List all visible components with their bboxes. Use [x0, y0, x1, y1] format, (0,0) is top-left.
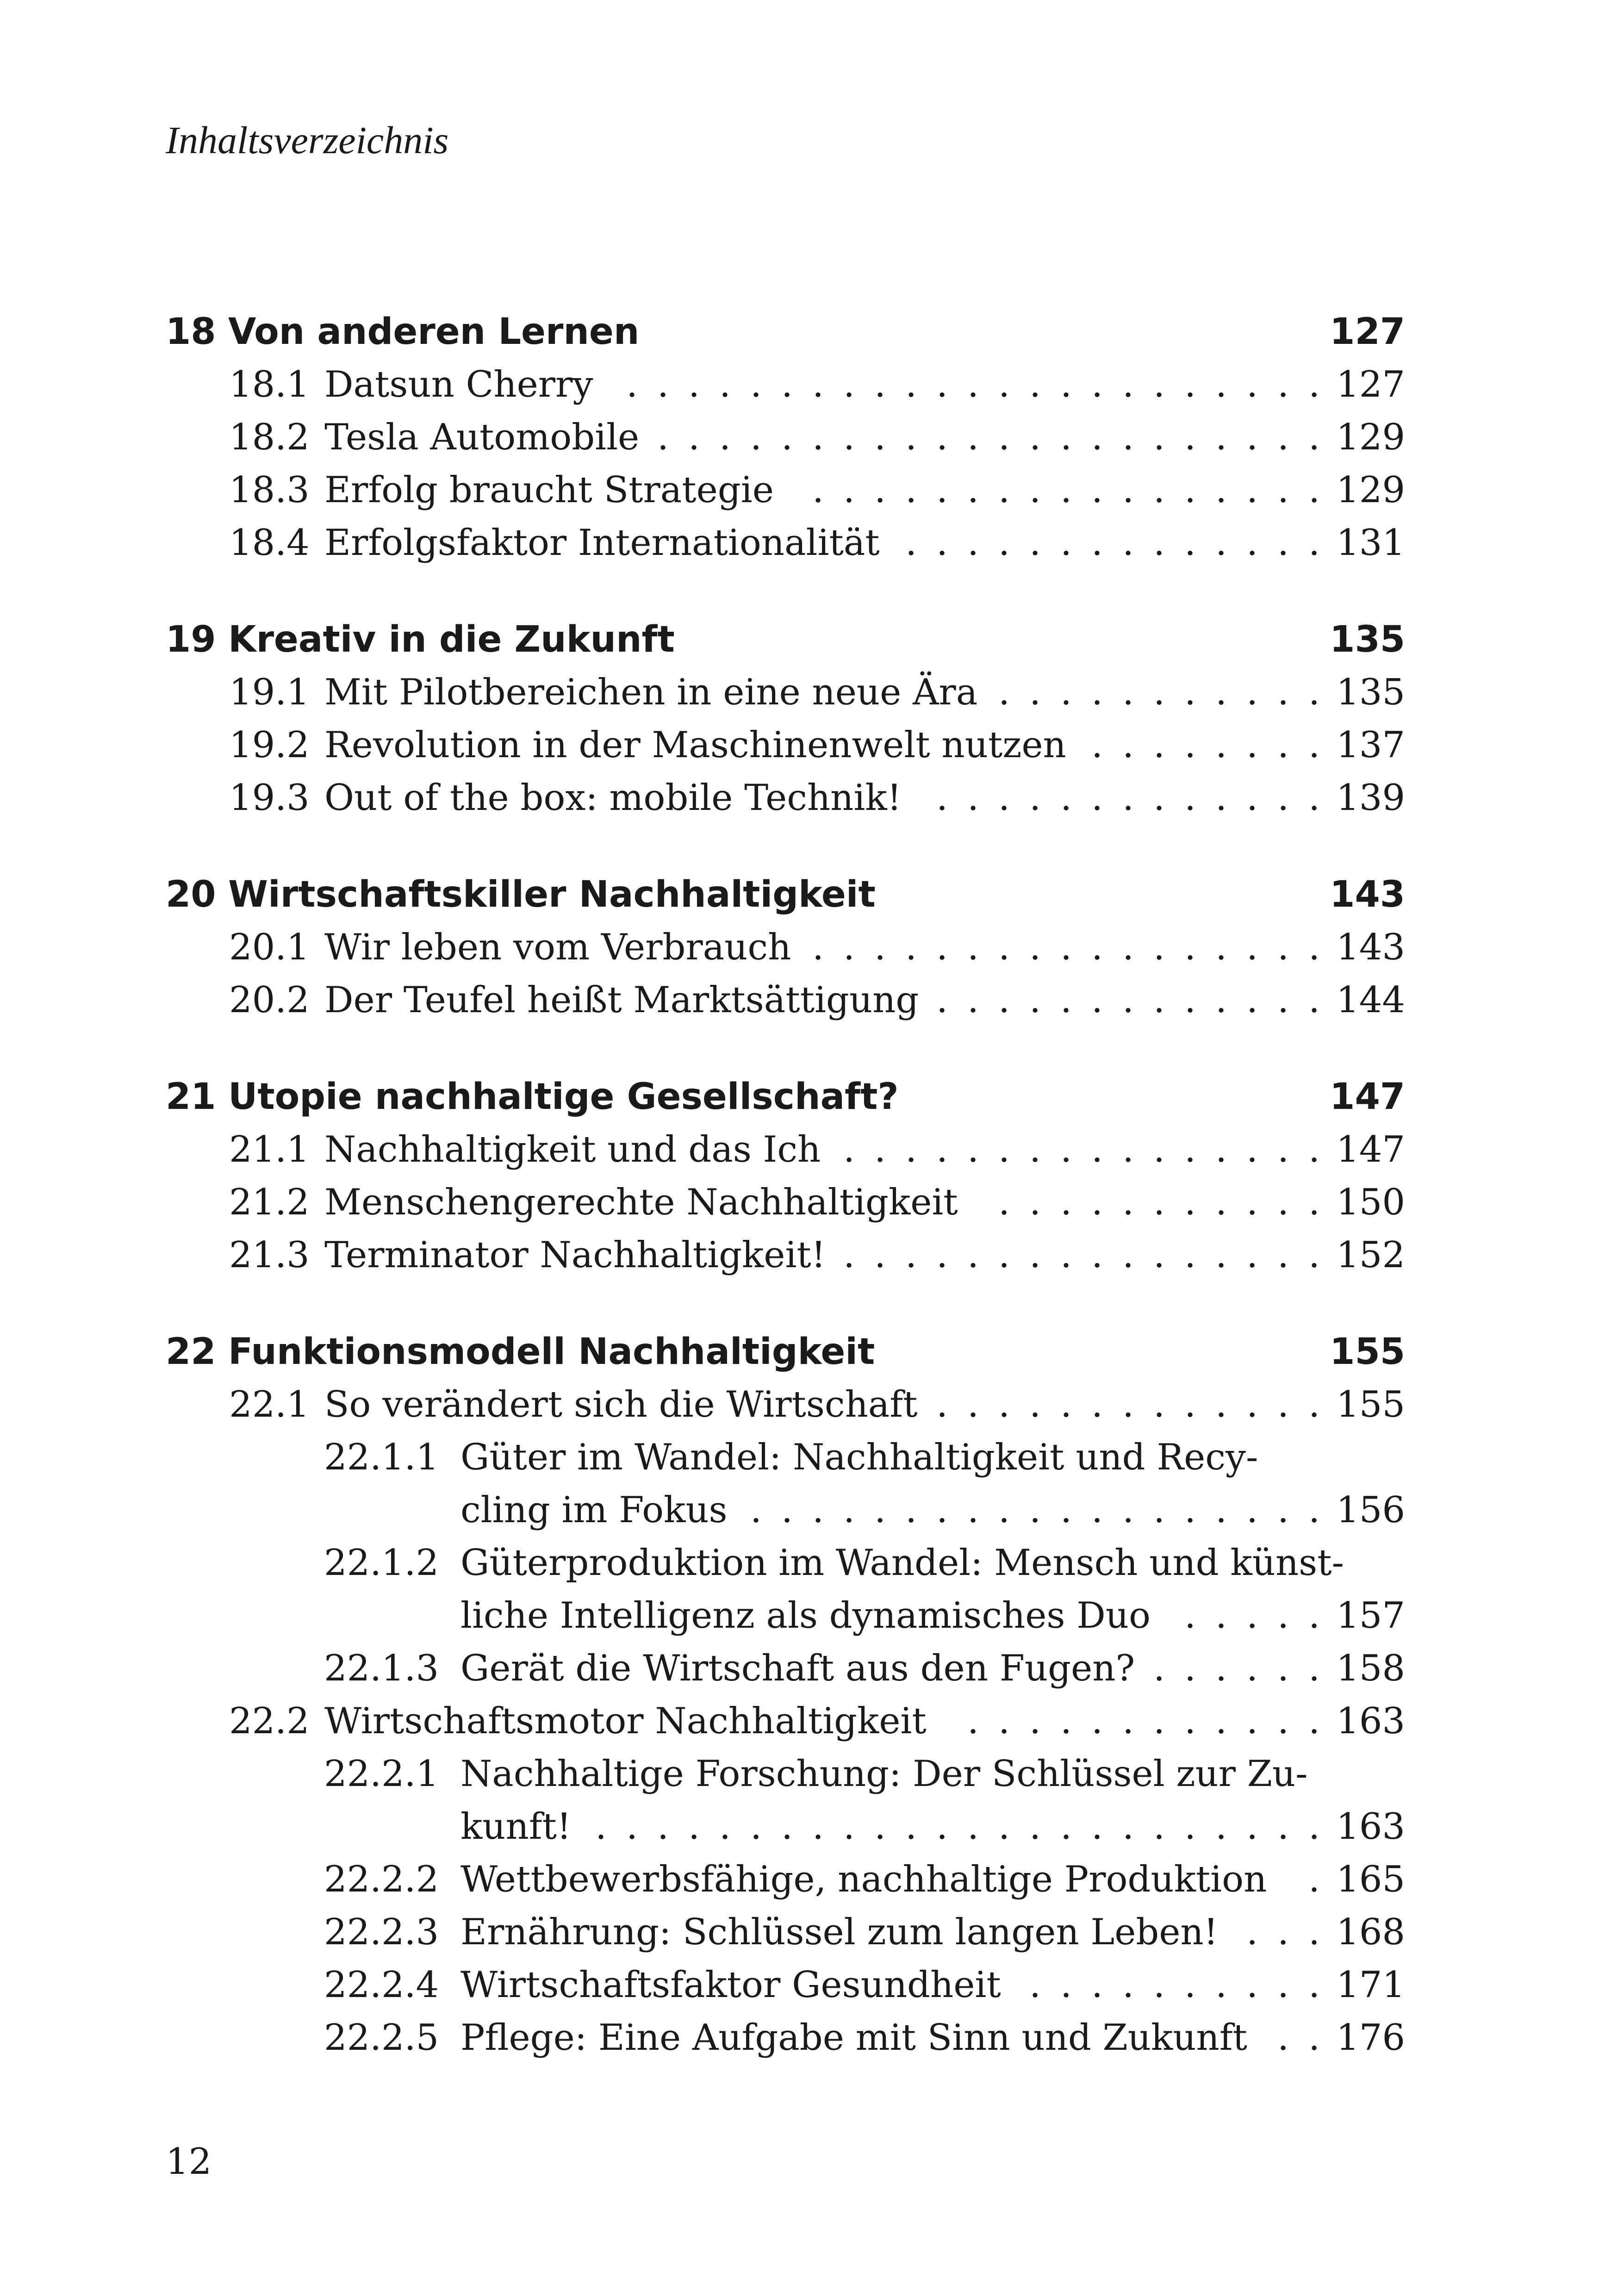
toc-subsection [324, 1907, 1405, 1958]
dot-leader: . . . . . . . . . . . . . . . . . . . [750, 1489, 1320, 1531]
toc-title: Funktionsmodell Nachhaltigkeit [228, 1331, 875, 1373]
toc-page: 158 [1336, 1648, 1405, 1689]
toc-page: 150 [1336, 1182, 1405, 1223]
toc-title: Nachhaltigkeit und das Ich [324, 1129, 821, 1170]
toc-number: 22.1.1 [324, 1437, 439, 1478]
toc-section [229, 1379, 1405, 1430]
toc-page: 176 [1336, 2017, 1405, 2059]
dot-leader: . . . . . . . . . . . . . . . . . . . . . . [657, 417, 1320, 458]
toc-subsection [324, 2012, 1405, 2063]
toc-chapter [166, 306, 1405, 357]
toc-section [229, 1230, 1405, 1281]
toc-section [229, 517, 1405, 568]
toc-section [229, 1177, 1405, 1228]
toc-number: 18.1 [229, 364, 310, 405]
dot-leader: . [1308, 1859, 1320, 1900]
toc-page: 156 [1336, 1489, 1405, 1531]
toc-title: Güter im Wandel: Nachhaltigkeit und Recy- [461, 1437, 1258, 1478]
dot-leader: . . . . . . . . . . . . . [936, 1384, 1320, 1425]
toc-number: 22.2 [229, 1700, 310, 1742]
toc-number: 22.1.2 [324, 1542, 439, 1584]
toc-page: 155 [1336, 1384, 1405, 1425]
toc-title: Terminator Nachhaltigkeit! [324, 1234, 826, 1276]
dot-leader: . . . . . . . . [1091, 724, 1320, 766]
dot-leader: . . . . . . . . . . . . . . . . . [812, 927, 1320, 968]
toc-page: 143 [1336, 927, 1405, 968]
toc-page: 127 [1336, 364, 1405, 405]
toc-title: So verändert sich die Wirtschaft [324, 1384, 918, 1425]
toc-title: Utopie nachhaltige Gesellschaft? [228, 1076, 899, 1118]
dot-leader: . . . . . . . . . . . . . . . . . . . . . . . . [595, 1806, 1320, 1848]
dot-leader: . . . . . . . . . . [1029, 1964, 1320, 2006]
toc-number: 22.1 [229, 1384, 310, 1425]
toc-page: 163 [1336, 1700, 1405, 1742]
toc-number: 19.3 [229, 777, 310, 819]
toc-number: 20 [166, 874, 216, 915]
toc-title: Erfolg braucht Strategie [324, 469, 774, 511]
dot-leader: . . . . . . . . . . . . . . . . . . . . . . . [626, 364, 1320, 405]
dot-leader: . . . . . . . . . . . . . . . . [843, 1129, 1320, 1170]
dot-leader: . . [1277, 2017, 1320, 2059]
toc-title: Güterproduktion im Wandel: Mensch und künst- [461, 1542, 1344, 1584]
toc-number: 22.2.4 [324, 1964, 439, 2006]
toc-title: Wirtschaftsmotor Nachhaltigkeit [324, 1700, 927, 1742]
toc-title: Revolution in der Maschinenwelt nutzen [324, 724, 1066, 766]
toc-number: 22.2.3 [324, 1911, 439, 1953]
toc-title: Wirtschaftsfaktor Gesundheit [461, 1964, 1001, 2006]
toc-section [229, 1696, 1405, 1747]
toc-page: 157 [1336, 1595, 1405, 1636]
toc-page: 127 [1330, 311, 1405, 353]
toc-number: 19.2 [229, 724, 310, 766]
toc-page: 129 [1336, 469, 1405, 511]
toc-subsection [324, 1854, 1405, 1905]
toc-chapter [166, 1326, 1405, 1377]
dot-leader: . . . . . . . . . . . . [967, 1700, 1320, 1742]
toc-page: 152 [1336, 1234, 1405, 1276]
toc-title: Nachhaltige Forschung: Der Schlüssel zur Zu- [461, 1753, 1308, 1795]
toc-title: Erfolgsfaktor Internationalität [324, 522, 880, 564]
toc-subsection [324, 1485, 1405, 1536]
toc-page: 168 [1336, 1911, 1405, 1953]
toc-title: cling im Fokus [461, 1489, 728, 1531]
toc-number: 19 [166, 619, 216, 660]
toc-section [229, 922, 1405, 973]
toc-number: 22.1.3 [324, 1648, 439, 1689]
toc-title: Wir leben vom Verbrauch [324, 927, 791, 968]
toc-section [229, 772, 1405, 823]
toc-number: 21.2 [229, 1182, 310, 1223]
toc-title: Out of the box: mobile Technik! [324, 777, 902, 819]
dot-leader: . . . [1246, 1911, 1320, 1953]
toc-section [229, 359, 1405, 410]
dot-leader: . . . . . . . . . . . . . . . . [843, 1234, 1320, 1276]
dot-leader: . . . . . . . . . . . [998, 672, 1320, 713]
toc-title: Menschengerechte Nachhaltigkeit [324, 1182, 958, 1223]
toc-page: 143 [1330, 874, 1405, 915]
toc-page: 135 [1330, 619, 1405, 660]
dot-leader: . . . . . . . . . . . . . [936, 979, 1320, 1021]
dot-leader: . . . . . . . . . . . . . . . . . [812, 469, 1320, 511]
toc-number: 18.3 [229, 469, 310, 511]
toc-subsection [324, 1960, 1405, 2010]
toc-number: 21.3 [229, 1234, 310, 1276]
toc-page: 137 [1336, 724, 1405, 766]
toc-page: 147 [1336, 1129, 1405, 1170]
toc-subsection [324, 1537, 1405, 1588]
toc-number: 18 [166, 311, 216, 353]
toc-title: Datsun Cherry [324, 364, 593, 405]
toc-title: Gerät die Wirtschaft aus den Fugen? [461, 1648, 1135, 1689]
toc-section [229, 975, 1405, 1026]
page-number: 12 [166, 2141, 212, 2183]
toc-subsection [324, 1432, 1405, 1483]
toc-title: Pflege: Eine Aufgabe mit Sinn und Zukunft [461, 2017, 1247, 2059]
toc-chapter [166, 614, 1405, 665]
toc-title: Mit Pilotbereichen in eine neue Ära [324, 672, 978, 713]
toc-title: Der Teufel heißt Marktsättigung [324, 979, 919, 1021]
toc-section [229, 465, 1405, 516]
toc-page: 131 [1336, 522, 1405, 564]
toc-page: 171 [1336, 1964, 1405, 2006]
toc-number: 18.2 [229, 417, 310, 458]
dot-leader: . . . . . . . . . . . . . . [905, 522, 1320, 564]
toc-title: Kreativ in die Zukunft [228, 619, 675, 660]
toc-title: Wettbewerbsfähige, nachhaltige Produktion [461, 1859, 1267, 1900]
toc-title: Tesla Automobile [324, 417, 640, 458]
toc-section [229, 720, 1405, 771]
toc-number: 21 [166, 1076, 216, 1118]
toc-title: Von anderen Lernen [228, 311, 640, 353]
toc-number: 18.4 [229, 522, 310, 564]
toc-chapter [166, 869, 1405, 920]
toc-page: 139 [1336, 777, 1405, 819]
toc-number: 22.2.1 [324, 1753, 439, 1795]
toc-page: 165 [1336, 1859, 1405, 1900]
toc-title: kunft! [461, 1806, 572, 1848]
toc-section [229, 412, 1405, 463]
toc-section [229, 1124, 1405, 1175]
toc-chapter [166, 1071, 1405, 1122]
toc-title: Wirtschaftskiller Nachhaltigkeit [228, 874, 876, 915]
toc-title: liche Intelligenz als dynamisches Duo [461, 1595, 1151, 1636]
toc-subsection [324, 1590, 1405, 1641]
dot-leader: . . . . . [1184, 1595, 1320, 1636]
dot-leader: . . . . . . . . . . . [998, 1182, 1320, 1223]
running-head: Inhaltsverzeichnis [166, 119, 449, 162]
toc-title: Ernährung: Schlüssel zum langen Leben! [461, 1911, 1218, 1953]
dot-leader: . . . . . . [1153, 1648, 1320, 1689]
toc-section [229, 667, 1405, 718]
toc-subsection [324, 1643, 1405, 1694]
toc-subsection [324, 1748, 1405, 1799]
toc-subsection [324, 1801, 1405, 1852]
toc-number: 21.1 [229, 1129, 310, 1170]
toc-page: 147 [1330, 1076, 1405, 1118]
toc-number: 22.2.2 [324, 1859, 439, 1900]
toc-number: 20.2 [229, 979, 310, 1021]
toc-page: 163 [1336, 1806, 1405, 1848]
toc-number: 22.2.5 [324, 2017, 439, 2059]
toc-page: 155 [1330, 1331, 1405, 1373]
toc-page: 135 [1336, 672, 1405, 713]
toc-page: 129 [1336, 417, 1405, 458]
toc-number: 20.1 [229, 927, 310, 968]
toc-page: 144 [1336, 979, 1405, 1021]
toc-number: 19.1 [229, 672, 310, 713]
toc-number: 22 [166, 1331, 216, 1373]
dot-leader: . . . . . . . . . . . . . [936, 777, 1320, 819]
